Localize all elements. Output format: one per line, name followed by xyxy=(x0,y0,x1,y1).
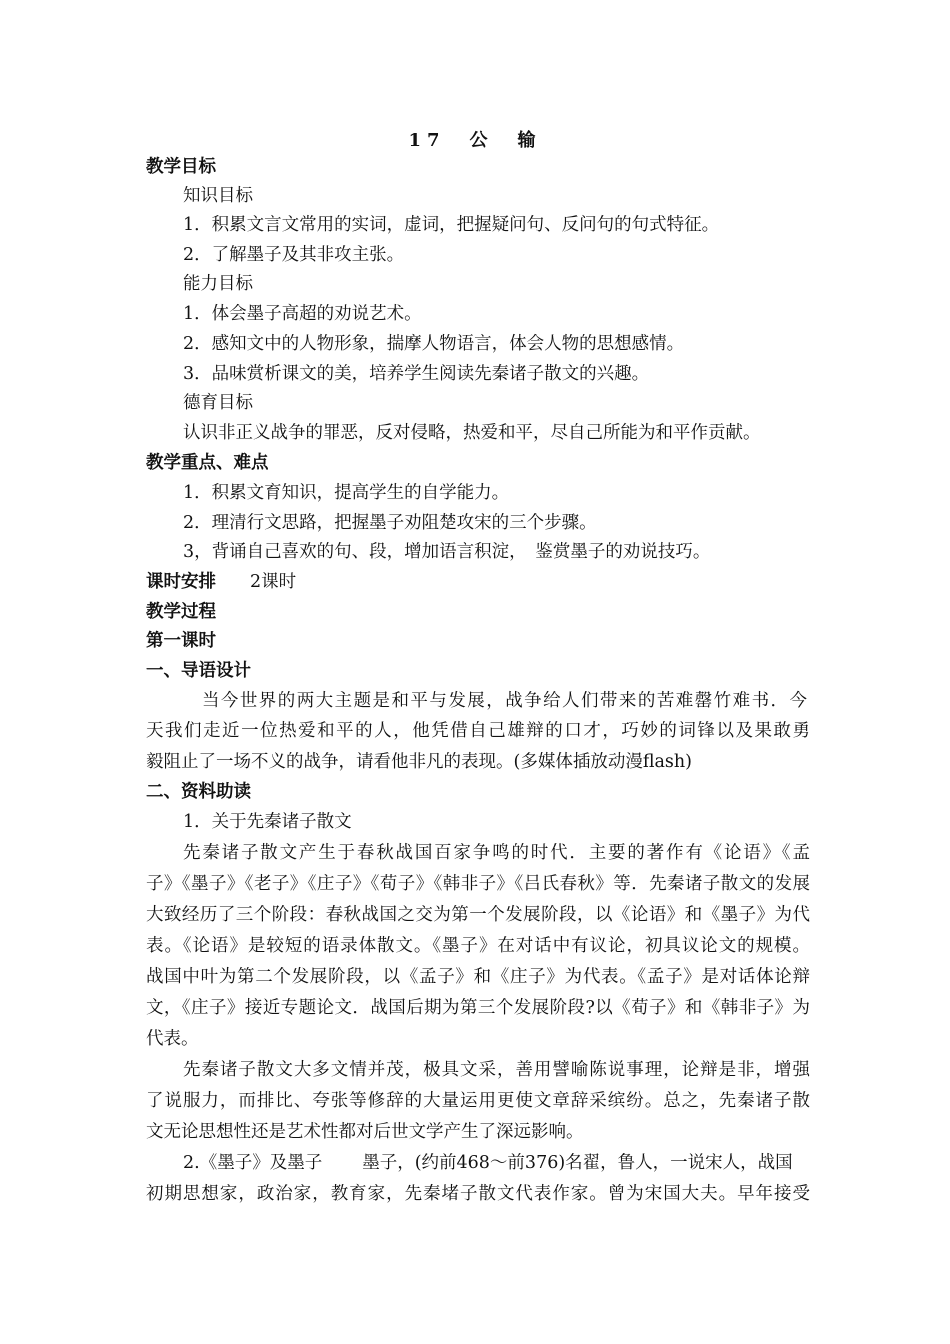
material-para2-line-1: 先秦诸子散文大多文情并茂，极具文采，善用譬喻陈说事理，论辩是非，增强 xyxy=(183,1060,810,1080)
heading-teaching-goals: 教学目标 xyxy=(146,157,216,177)
mozi-bio-line-1: 墨子，(约前468～前376)名翟，鲁人，一说宋人，战国 xyxy=(362,1153,793,1173)
material-line-3: 大致经历了三个阶段：春秋战国之交为第一个发展阶段，以《论语》和《墨子》为代 xyxy=(146,905,810,925)
material-para2-line-3: 文无论思想性还是艺术性都对后世文学产生了深远影响。 xyxy=(146,1122,584,1142)
key-point-3: 3，背诵自己喜欢的句、段，增加语言积淀， 鉴赏墨子的劝说技巧。 xyxy=(183,542,711,562)
page-title: 17 公 输 xyxy=(408,130,542,151)
key-point-1: 1．积累文育知识，提高学生的自学能力。 xyxy=(183,483,510,503)
material-line-2: 子》《墨子》《老子》《庄子》《荀子》《韩非子》《吕氏春秋》等．先秦诸子散文的发展 xyxy=(146,874,810,894)
material-line-4: 表。《论语》是较短的语录体散文。《墨子》在对话中有议论，初具议论文的规模。 xyxy=(146,936,810,956)
ability-item-3: 3．品味赏析课文的美，培养学生阅读先秦诸子散文的兴趣。 xyxy=(183,364,650,384)
heading-intro-design: 一、导语设计 xyxy=(146,661,251,681)
knowledge-item-2: 2．了解墨子及其非攻主张。 xyxy=(183,245,405,265)
ability-item-2: 2．感知文中的人物形象，揣摩人物语言，体会人物的思想感情。 xyxy=(183,334,685,354)
subheading-knowledge: 知识目标 xyxy=(183,186,253,206)
material-subheading-1: 1．关于先秦诸子散文 xyxy=(183,812,352,832)
mozi-intro-row xyxy=(183,1152,810,1174)
intro-line-1: 当今世界的两大主题是和平与发展，战争给人们带来的苦难罄竹难书．今 xyxy=(183,691,807,711)
schedule-value: 2课时 xyxy=(250,572,297,592)
moral-item-1: 认识非正义战争的罪恶，反对侵略，热爱和平，尽自己所能为和平作贡献。 xyxy=(183,423,761,443)
material-line-7: 代表。 xyxy=(146,1029,199,1049)
subheading-moral: 德育目标 xyxy=(183,393,253,413)
subheading-ability: 能力目标 xyxy=(183,274,253,294)
material-line-6: 文，《庄子》接近专题论文．战国后期为第三个发展阶段?以《荀子》和《韩非子》为 xyxy=(146,998,810,1018)
heading-first-lesson: 第一课时 xyxy=(146,631,216,651)
heading-reading-material: 二、资料助读 xyxy=(146,782,251,802)
mozi-bio-line-2: 初期思想家，政治家，教育家，先秦堵子散文代表作家。曾为宋国大夫。早年接受 xyxy=(146,1184,810,1204)
material-subheading-2: 2.《墨子》及墨子 xyxy=(183,1153,323,1173)
intro-line-3: 毅阻止了一场不义的战争，请看他非凡的表现。(多媒体插放动漫flash) xyxy=(146,752,693,772)
heading-key-points: 教学重点、难点 xyxy=(146,453,269,473)
ability-item-1: 1．体会墨子高超的劝说艺术。 xyxy=(183,304,422,324)
material-line-5: 战国中叶为第二个发展阶段，以《孟子》和《庄子》为代表。《孟子》是对话体论辩 xyxy=(146,967,810,987)
key-point-2: 2．理清行文思路，把握墨子劝阻楚攻宋的三个步骤。 xyxy=(183,513,597,533)
heading-schedule: 课时安排 xyxy=(146,572,216,592)
schedule-row xyxy=(146,571,810,593)
heading-teaching-process: 教学过程 xyxy=(146,602,216,622)
knowledge-item-1: 1．积累文言文常用的实词，虚词，把握疑问句、反问句的句式特征。 xyxy=(183,215,720,235)
material-para2-line-2: 了说服力，而排比、夸张等修辞的大量运用更使文章辞采缤纷。总之，先秦诸子散 xyxy=(146,1091,810,1111)
intro-line-2: 天我们走近一位热爱和平的人，他凭借自己雄辩的口才，巧妙的词锋以及果敢勇 xyxy=(146,721,810,741)
material-line-1: 先秦诸子散文产生于春秋战国百家争鸣的时代．主要的著作有《论语》《孟 xyxy=(183,843,810,863)
